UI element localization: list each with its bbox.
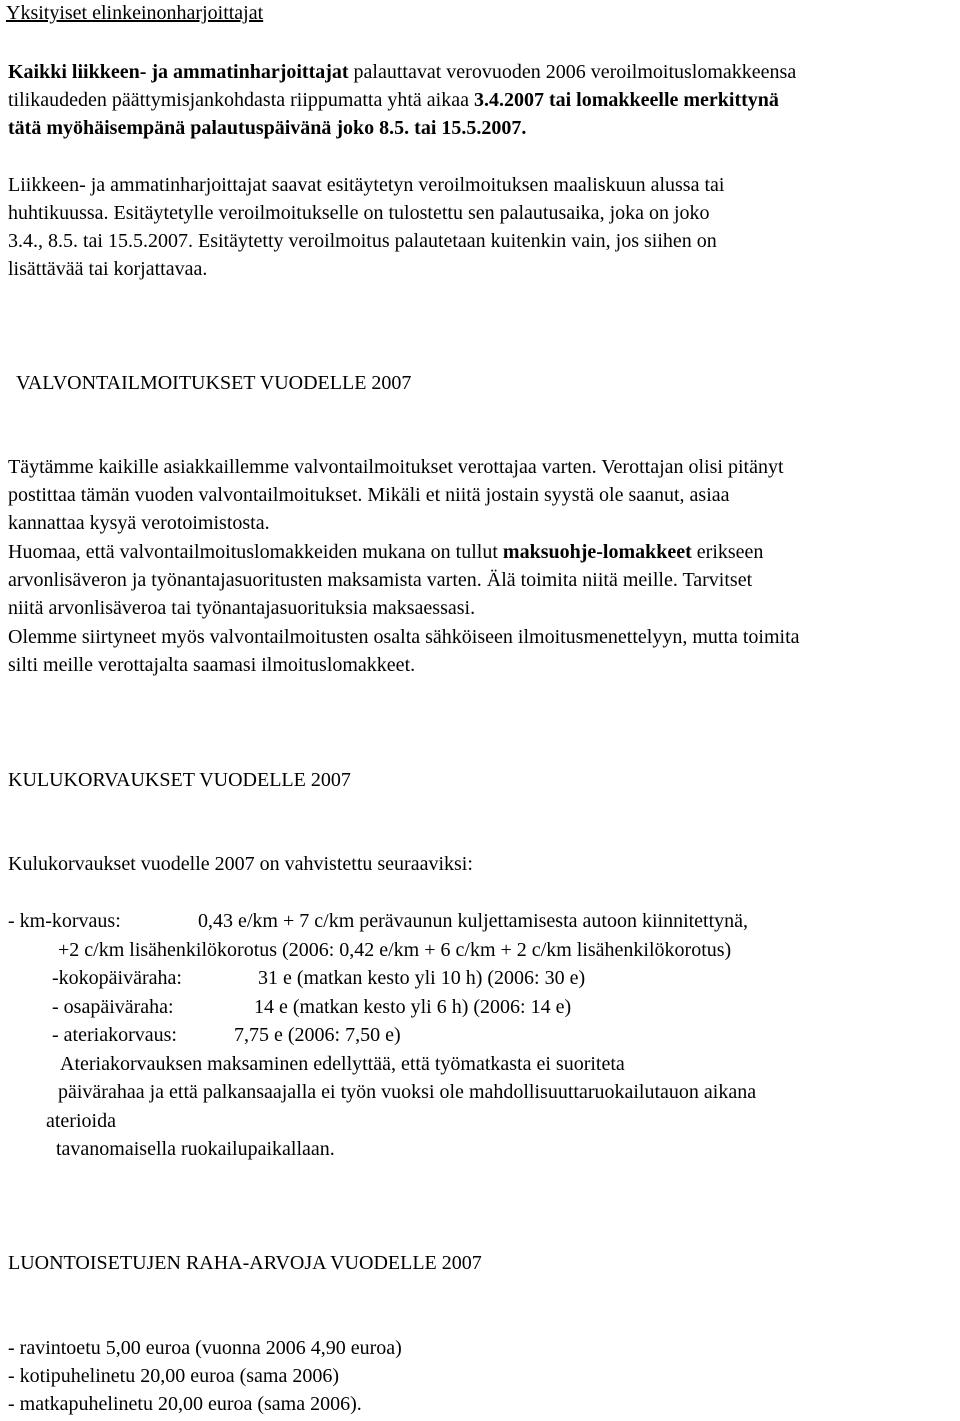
paragraph-line: 3.4., 8.5. tai 15.5.2007. Esitäytetty veroilmoitus palautetaan kuitenkin vain, jos siihen on — [8, 230, 717, 252]
km-korvaus-value: 0,43 e/km + 7 c/km perävaunun kuljettamisesta autoon kiinnitettynä, — [198, 910, 749, 932]
paragraph-line: Liikkeen- ja ammatinharjoittajat saavat esitäytetyn veroilmoituksen maaliskuun alussa tai — [8, 174, 725, 196]
km-korvaus-value-2: +2 c/km lisähenkilökorotus (2006: 0,42 e/km + 6 c/km + 2 c/km lisähenkilökorotus) — [58, 939, 732, 961]
paragraph-line: niitä arvonlisäveroa tai työnantajasuorituksia maksaessasi. — [8, 597, 476, 619]
osapaivaraha-label: - osapäiväraha: — [52, 996, 174, 1018]
ateriakorvaus-note: tavanomaisella ruokailupaikallaan. — [56, 1138, 335, 1160]
section-title-valvontailmoitukset: VALVONTAILMOITUKSET VUODELLE 2007 — [16, 372, 412, 394]
ateriakorvaus-value: 7,75 e (2006: 7,50 e) — [234, 1024, 401, 1046]
ateriakorvaus-note: Ateriakorvauksen maksaminen edellyttää, että työmatkasta ei suoriteta — [60, 1053, 625, 1075]
bold-text: 3.4.2007 tai lomakkeelle merkittynä — [473, 89, 779, 111]
text-span: tilikaudeden päättymisjankohdasta riippumatta yhtä aikaa — [8, 89, 474, 111]
paragraph-line: kannattaa kysyä verotoimistosta. — [8, 512, 270, 534]
paragraph-line — [8, 86, 779, 114]
section-title-luontoisedut: LUONTOISETUJEN RAHA-ARVOJA VUODELLE 2007 — [8, 1252, 482, 1274]
paragraph-line: Täytämme kaikille asiakkaillemme valvontailmoitukset verottajaa varten. Verottajan olisi pitänyt — [8, 456, 784, 478]
kokopaivaraha-label: -kokopäiväraha: — [52, 967, 182, 989]
kokopaivaraha-value: 31 e (matkan kesto yli 10 h) (2006: 30 e) — [258, 967, 586, 989]
paragraph-line: postittaa tämän vuoden valvontailmoitukset. Mikäli et niitä jostain syystä ole saanut, asiaa — [8, 484, 730, 506]
bold-text: Kaikki liikkeen- ja ammatinharjoittajat — [8, 61, 349, 83]
paragraph-line: huhtikuussa. Esitäytetylle veroilmoitukselle on tulostettu sen palautusaika, joka on joko — [8, 202, 710, 224]
paragraph-line — [8, 58, 796, 86]
km-korvaus-label: - km-korvaus: — [8, 910, 121, 932]
list-item: - ravintoetu 5,00 euroa (vuonna 2006 4,90 euroa) — [8, 1337, 402, 1359]
ateriakorvaus-note: aterioida — [46, 1110, 116, 1132]
paragraph-line: silti meille verottajalta saamasi ilmoituslomakkeet. — [8, 654, 416, 676]
text-span: palauttavat verovuoden 2006 veroilmoituslomakkeensa — [348, 61, 797, 83]
paragraph-line: lisättävää tai korjattavaa. — [8, 258, 208, 280]
osapaivaraha-value: 14 e (matkan kesto yli 6 h) (2006: 14 e) — [254, 996, 572, 1018]
paragraph-line: arvonlisäveron ja työnantajasuoritusten maksamista varten. Älä toimita niitä meille. Tarvitset — [8, 569, 753, 591]
paragraph-line: tätä myöhäisempänä palautuspäivänä joko 8.5. tai 15.5.2007. — [8, 117, 527, 139]
list-item: - matkapuhelinetu 20,00 euroa (sama 2006). — [8, 1393, 362, 1415]
paragraph-line: Kulukorvaukset vuodelle 2007 on vahvistettu seuraaviksi: — [8, 853, 473, 875]
text-span: Huomaa, että valvontailmoituslomakkeiden mukana on tullut — [8, 541, 503, 563]
section-title-yksityiset: Yksityiset elinkeinonharjoittajat — [6, 2, 264, 24]
ateriakorvaus-note: päivärahaa ja että palkansaajalla ei työn vuoksi ole mahdollisuuttaruokailutauon aikana — [58, 1081, 757, 1103]
text-span: erikseen — [691, 541, 764, 563]
section-title-kulukorvaukset: KULUKORVAUKSET VUODELLE 2007 — [8, 769, 351, 791]
ateriakorvaus-label: - ateriakorvaus: — [52, 1024, 177, 1046]
paragraph-line — [8, 538, 763, 566]
paragraph-line: Olemme siirtyneet myös valvontailmoitusten osalta sähköiseen ilmoitusmenettelyyn, mutta toimita — [8, 626, 800, 648]
bold-text: maksuohje-lomakkeet — [502, 541, 692, 563]
list-item: - kotipuhelinetu 20,00 euroa (sama 2006) — [8, 1365, 340, 1387]
